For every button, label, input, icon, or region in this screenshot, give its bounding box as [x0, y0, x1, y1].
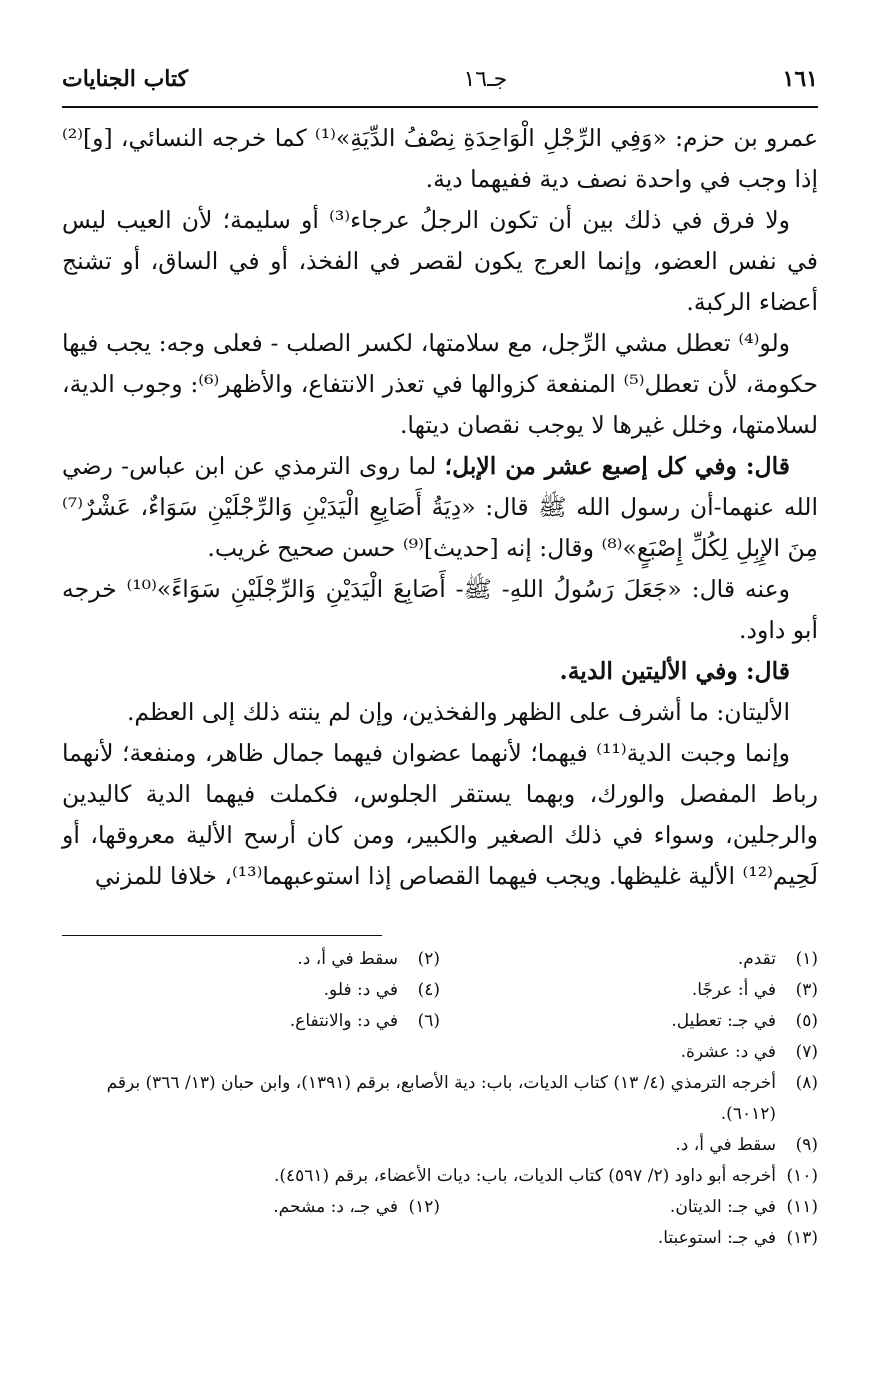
footnote-row	[62, 944, 818, 975]
paragraph	[62, 651, 818, 692]
heading-inline: قال: وفي الأليتين الدية.	[559, 657, 790, 685]
footnotes	[62, 944, 818, 1254]
footnote	[62, 1161, 818, 1192]
footnote-text: في جـ: تعطيل.	[671, 1011, 776, 1031]
footnote-divider	[62, 935, 382, 936]
footnote-row	[62, 1223, 818, 1254]
footnote-number: (٥)	[795, 1011, 818, 1031]
book-page	[62, 66, 818, 1326]
footnote	[440, 944, 818, 975]
footnote-number: (١٣)	[786, 1228, 818, 1248]
footnote-text: في جـ: استوعبتا.	[657, 1228, 776, 1248]
heading-inline: قال: وفي كل إصبع عشر من الإبل؛	[444, 452, 791, 480]
main-text	[62, 118, 818, 897]
paragraph: وإنما وجبت الدية⁽¹¹⁾ فيهما؛ لأنهما عضوان فيهما جمال ظاهر، ومنفعة؛ لأنهما رباط المفصل والورك، وبهما يستقر الجلوس، فكملت فيهما الدية كاليدين والرجلين، وسواء في ذلك الصغير والكبير، ومن كان أرسح الألية معروقها، أو لَحِيم⁽¹²⁾ الألية غليظها. ويجب فيهما القصاص إذا استوعبهما⁽¹³⁾، خلافا للمزني	[62, 739, 818, 890]
footnote-number: (٨)	[795, 1073, 818, 1093]
footnote-text: في د: عشرة.	[680, 1042, 776, 1062]
footnote	[62, 1037, 818, 1068]
footnote-row	[62, 1161, 818, 1192]
volume-label: جـ١٦	[463, 67, 508, 92]
paragraph: وعنه قال: «جَعَلَ رَسُولُ اللهِ- ﷺ- أَصَابِعَ الْيَدَيْنِ وَالرِّجْلَيْنِ سَوَاءً»⁽¹⁰⁾ خرجه أبو داود.	[62, 575, 818, 644]
paragraph: ولا فرق في ذلك بين أن تكون الرجلُ عرجاء⁽³⁾ أو سليمة؛ لأن العيب ليس في نفس العضو، وإنما العرج يكون لقصر في الفخذ، أو في الساق، أو تشنج أعضاء الركبة.	[62, 206, 818, 316]
footnote-row	[62, 1130, 818, 1161]
paragraph: ولو⁽⁴⁾ تعطل مشي الرِّجل، مع سلامتها، لكسر الصلب - فعلى وجه: يجب فيها حكومة، لأن تعطل⁽⁵⁾ المنفعة كزوالها في تعذر الانتفاع، والأظهر⁽⁶⁾: وجوب الدية، لسلامتها، وخلل غيرها لا يوجب نقصان ديتها.	[62, 329, 818, 439]
footnote-number: (٧)	[795, 1042, 818, 1062]
footnote-number: (١٢)	[408, 1197, 440, 1217]
footnote	[62, 1006, 440, 1037]
footnote-number: (٣)	[795, 980, 818, 1000]
footnote	[62, 1130, 818, 1161]
page-number: ١٦١	[782, 66, 818, 92]
footnote-text: في جـ: الديتان.	[669, 1197, 776, 1217]
footnote-text: سقط في أ، د.	[675, 1135, 776, 1155]
footnote	[62, 944, 440, 975]
page-header	[62, 66, 818, 100]
footnote-row	[62, 975, 818, 1006]
paragraph: عمرو بن حزم: «وَفِي الرِّجْلِ الْوَاحِدَةِ نِصْفُ الدِّيَةِ»⁽¹⁾ كما خرجه النسائي، [و]⁽²⁾ إذا وجب في واحدة نصف دية ففيهما دية.	[62, 124, 818, 193]
footnote-text: أخرجه الترمذي (٤/ ١٣) كتاب الديات، باب: دية الأصابع، برقم (١٣٩١)، وابن حبان (١٣/ ٣٦٦) برقم (٦٠١٢).	[106, 1073, 776, 1124]
header-divider	[62, 106, 818, 108]
footnote-text: سقط في أ، د.	[297, 949, 398, 969]
footnote-number: (١)	[795, 949, 818, 969]
footnote-row	[62, 1068, 818, 1130]
footnote	[440, 1192, 818, 1223]
footnote-row	[62, 1037, 818, 1068]
footnote	[62, 1223, 818, 1254]
footnote-text: في د: والانتفاع.	[289, 1011, 398, 1031]
footnote	[62, 975, 440, 1006]
footnote-row	[62, 1192, 818, 1223]
footnote-number: (٢)	[417, 949, 440, 969]
footnote-number: (١١)	[786, 1197, 818, 1217]
footnote-number: (١٠)	[786, 1166, 818, 1186]
footnote-text: في د: فلو.	[323, 980, 398, 1000]
footnote-row	[62, 1006, 818, 1037]
footnote	[440, 975, 818, 1006]
footnote-text: في جـ، د: مشحم.	[273, 1197, 398, 1217]
footnote-text: أخرجه أبو داود (٢/ ٥٩٧) كتاب الديات، باب: ديات الأعضاء، برقم (٤٥٦١).	[273, 1166, 776, 1186]
footnote	[62, 1192, 440, 1223]
footnote-number: (٩)	[795, 1135, 818, 1155]
footnote-number: (٦)	[417, 1011, 440, 1031]
paragraph: الأليتان: ما أشرف على الظهر والفخذين، وإن لم ينته ذلك إلى العظم.	[126, 698, 790, 726]
book-title: كتاب الجنايات	[62, 66, 189, 92]
footnote	[440, 1006, 818, 1037]
footnote	[62, 1068, 818, 1130]
paragraph-text: لما روى الترمذي عن ابن عباس- رضي الله عنهما-أن رسول الله ﷺ قال: «دِيَةُ أَصَابِعِ الْيَدَيْنِ وَالرِّجْلَيْنِ سَوَاءٌ، عَشْرٌ⁽⁷⁾ مِنَ الإِبِلِ لِكُلِّ إِصْبَعٍ»⁽⁸⁾ وقال: إنه [حديث]⁽⁹⁾ حسن صحيح غريب.	[62, 452, 818, 562]
footnote-text: تقدم.	[737, 949, 776, 969]
paragraph	[62, 446, 818, 569]
footnote-number: (٤)	[417, 980, 440, 1000]
footnote-text: في أ: عرجًا.	[691, 980, 776, 1000]
